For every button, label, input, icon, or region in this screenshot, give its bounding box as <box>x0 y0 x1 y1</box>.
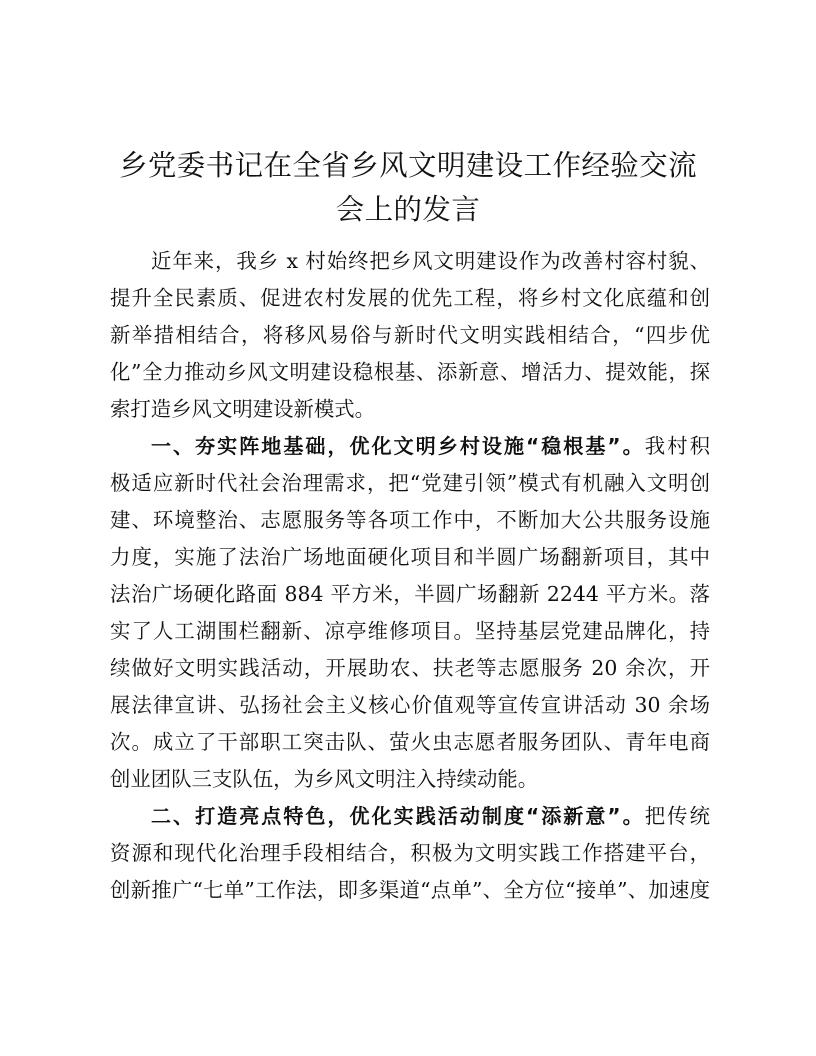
section-2-line: 资源和现代化治理手段相结合，积极为文明实践工作搭建平台， <box>110 841 710 865</box>
title-line-1: 乡党委书记在全省乡风文明建设工作经验交流 <box>118 149 697 182</box>
section-1-line: 力度，实施了法治广场地面硬化项目和半圆广场翻新项目，其中 <box>110 545 710 569</box>
intro-line: 索打造乡风文明建设新模式。 <box>110 397 376 421</box>
document-title <box>110 144 706 232</box>
section-2-paragraph <box>110 798 710 909</box>
section-1-line: 建、环境整治、志愿服务等各项工作中，不断加大公共服务设施 <box>110 508 710 532</box>
section-2-first-line <box>110 798 710 835</box>
document-body <box>110 243 710 909</box>
intro-line: 化”全力推动乡风文明建设稳根基、添新意、增活力、提效能，探 <box>110 360 710 384</box>
title-line-2: 会上的发言 <box>335 193 481 226</box>
section-2-lead: 把传统 <box>644 804 710 828</box>
section-1-line: 次。成立了干部职工突击队、萤火虫志愿者服务团队、青年电商 <box>110 730 710 754</box>
section-1-line: 实了人工湖围栏翻新、凉亭维修项目。坚持基层党建品牌化，持 <box>110 619 710 643</box>
intro-paragraph <box>110 243 710 428</box>
section-2-heading: 二、打造亮点特色，优化实践活动制度“添新意”。 <box>151 804 645 828</box>
section-1-first-line <box>110 428 710 465</box>
section-1-line: 极适应新时代社会治理需求，把“党建引领”模式有机融入文明创 <box>110 471 710 495</box>
section-2-line: 创新推广“七单”工作法，即多渠道“点单”、全方位“接单”、加速度 <box>110 878 710 902</box>
section-1-line: 展法律宣讲、弘扬社会主义核心价值观等宣传宣讲活动 30 余场 <box>110 693 710 717</box>
section-1-line: 创业团队三支队伍，为乡风文明注入持续动能。 <box>110 767 539 791</box>
section-1-heading: 一、夯实阵地基础，优化文明乡村设施“稳根基”。 <box>151 434 645 458</box>
section-1-line: 续做好文明实践活动，开展助农、扶老等志愿服务 20 余次，开 <box>110 656 710 680</box>
intro-line: 提升全民素质、促进农村发展的优先工程，将乡村文化底蕴和创 <box>110 286 710 310</box>
section-1-paragraph <box>110 428 710 798</box>
intro-line: 新举措相结合，将移风易俗与新时代文明实践相结合，“四步优 <box>110 323 710 347</box>
intro-line: 近年来，我乡 x 村始终把乡风文明建设作为改善村容村貌、 <box>151 249 710 273</box>
section-1-lead: 我村积 <box>644 434 710 458</box>
section-1-line: 法治广场硬化路面 884 平方米，半圆广场翻新 2244 平方米。落 <box>110 582 710 606</box>
